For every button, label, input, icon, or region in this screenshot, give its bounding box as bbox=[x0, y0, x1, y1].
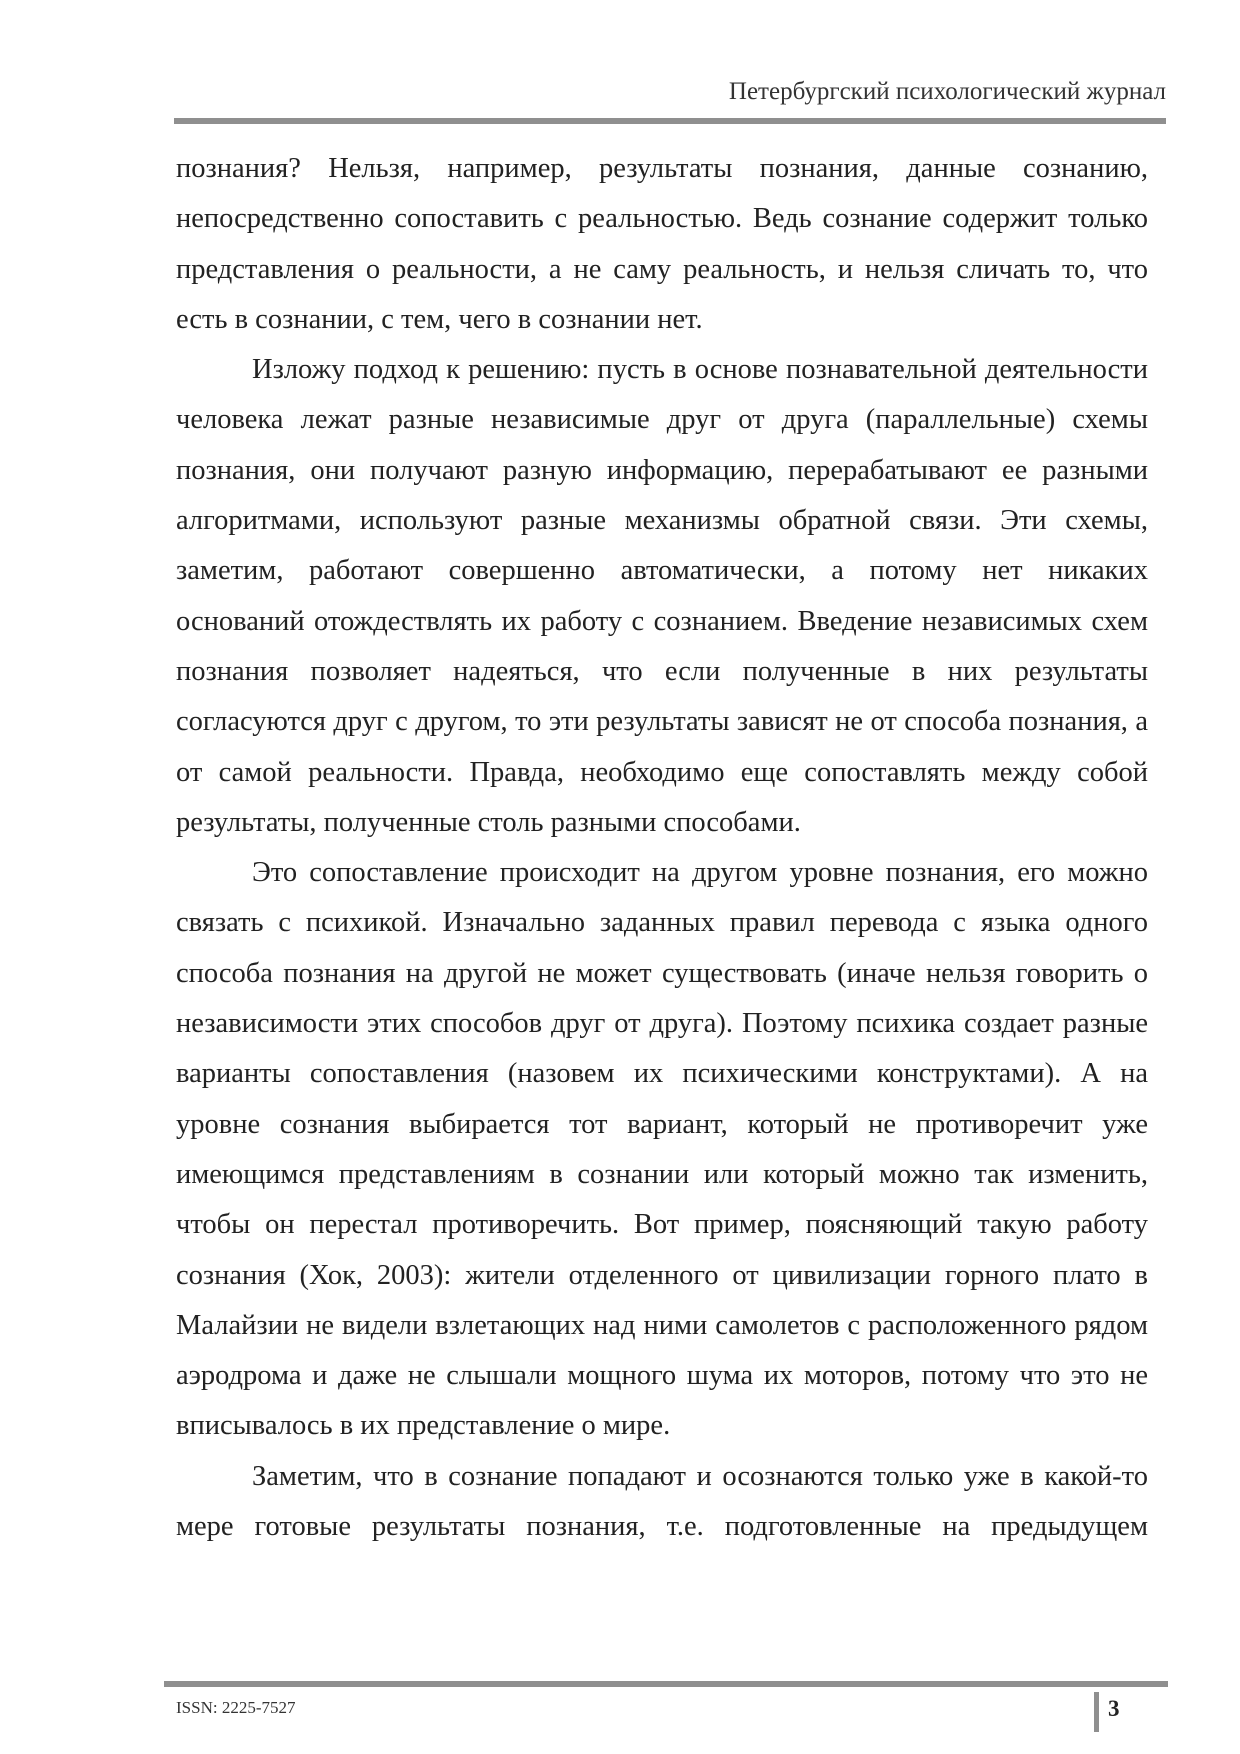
page-number-bar bbox=[1094, 1692, 1099, 1732]
journal-title: Петербургский психологический журнал bbox=[728, 78, 1166, 105]
page-number: 3 bbox=[1108, 1696, 1120, 1721]
paragraph-1: познания? Нельзя, например, результаты познания, данные сознанию, непосредственно сопоставить с реальностью. Ведь сознание содержит только представления о реальности, а не саму реальность, и нельзя сличать то, что есть в сознании, с тем, чего в сознании нет. bbox=[176, 153, 1148, 335]
paragraph-4: Заметим, что в сознание попадают и осознаются только уже в какой-то мере готовые результаты познания, т.е. подготовленные на предыдущем bbox=[176, 1460, 1148, 1543]
issn-label: ISSN: 2225-7527 bbox=[176, 1698, 296, 1717]
article-body bbox=[176, 144, 1148, 1552]
paragraph-2: Изложу подход к решению: пусть в основе познавательной деятельности человека лежат разные независимые друг от друга (параллельные) схемы познания, они получают разную информацию, перерабатывают ее разными алгоритмами, используют разные механизмы обратной связи. Эти схемы, заметим, работают совершенно автоматически, а потому нет никаких оснований отождествлять их работу с сознанием. Введение независимых схем познания позволяет надеяться, что если полученные в них результаты согласуются друг с другом, то эти результаты зависят не от способа познания, а от самой реальности. Правда, необходимо еще сопоставлять между собой результаты, полученные столь разными способами. bbox=[176, 354, 1148, 838]
footer-divider bbox=[164, 1681, 1168, 1687]
header-divider bbox=[174, 118, 1166, 124]
paragraph-3: Это сопоставление происходит на другом уровне познания, его можно связать с психикой. Изначально заданных правил перевода с языка одного способа познания на другой не может существовать (иначе нельзя говорить о независимости этих способов друг от друга). Поэтому психика создает разные варианты сопоставления (назовем их психическими конструктами). А на уровне сознания выбирается тот вариант, который не противоречит уже имеющимся представлениям в сознании или который можно так изменить, чтобы он перестал противоречить. Вот пример, поясняющий такую работу сознания (Хок, 2003): жители отделенного от цивилизации горного плато в Малайзии не видели взлетающих над ними самолетов с расположенного рядом аэродрома и даже не слышали мощного шума их моторов, потому что это не вписывалось в их представление о мире. bbox=[176, 857, 1148, 1442]
